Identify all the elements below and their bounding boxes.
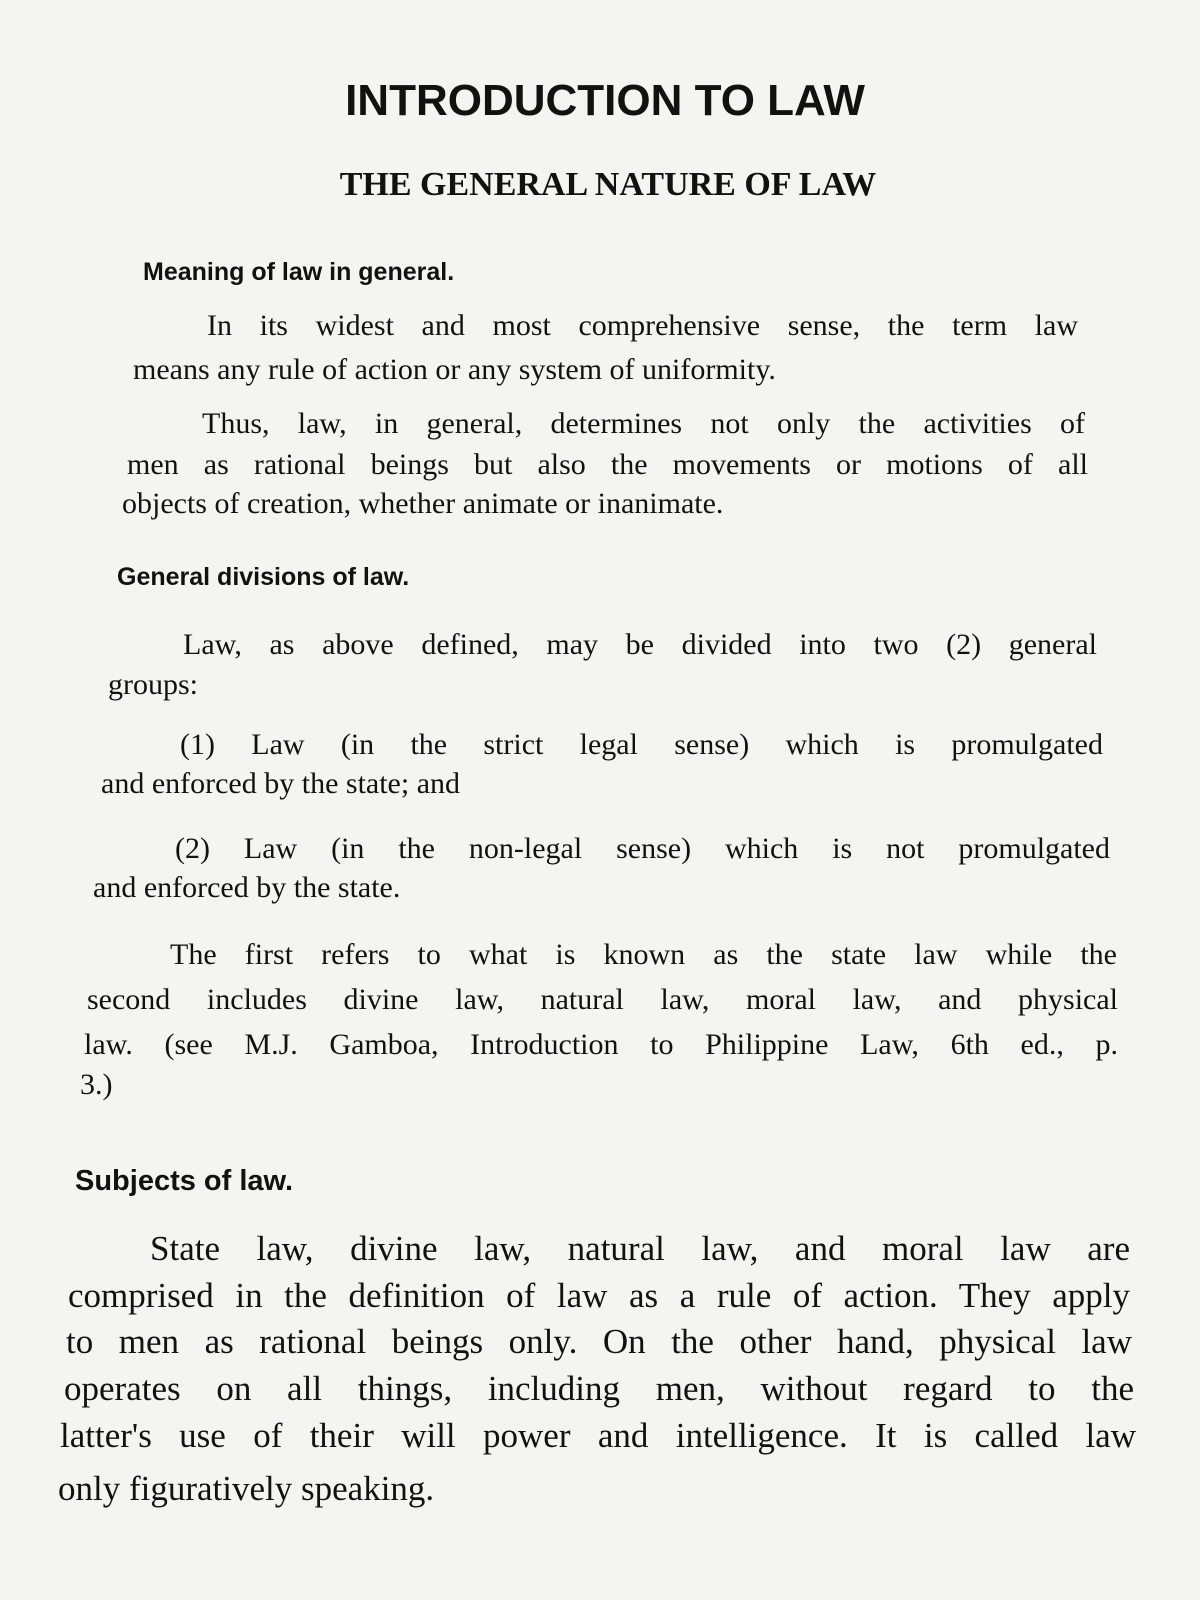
text-line: objects of creation, whether animate or inanimate. (122, 487, 724, 520)
text-line: Thus, law, in general, determines not only the activities of (202, 407, 1085, 440)
section-heading-meaning: Meaning of law in general. (143, 258, 455, 286)
text-line: (1) Law (in the strict legal sense) which is promulgated (180, 728, 1103, 761)
text-line: men as rational beings but also the movements or motions of all (127, 448, 1088, 481)
text-line: means any rule of action or any system of uniformity. (133, 353, 776, 386)
text-line: latter's use of their will power and intelligence. It is called law (60, 1416, 1136, 1455)
text-line: to men as rational beings only. On the other hand, physical law (66, 1322, 1132, 1361)
text-line: The first refers to what is known as the state law while the (170, 938, 1117, 971)
page-title: INTRODUCTION TO LAW (345, 76, 865, 125)
text-line: 3.) (80, 1068, 113, 1101)
text-line: only figuratively speaking. (58, 1469, 435, 1508)
page-subtitle: THE GENERAL NATURE OF LAW (339, 166, 877, 203)
text-line: and enforced by the state. (93, 871, 401, 904)
text-line: (2) Law (in the non-legal sense) which is not promulgated (175, 832, 1110, 865)
text-line: Law, as above defined, may be divided into two (2) general (183, 628, 1097, 661)
text-line: groups: (108, 668, 198, 701)
text-line: second includes divine law, natural law, moral law, and physical (87, 983, 1118, 1016)
text-line: In its widest and most comprehensive sense, the term law (207, 309, 1078, 342)
text-line: State law, divine law, natural law, and moral law are (150, 1229, 1130, 1268)
text-line: law. (see M.J. Gamboa, Introduction to Philippine Law, 6th ed., p. (84, 1028, 1118, 1061)
text-line: operates on all things, including men, without regard to the (64, 1369, 1134, 1408)
text-line: comprised in the definition of law as a rule of action. They apply (68, 1276, 1130, 1315)
section-heading-divisions: General divisions of law. (117, 563, 410, 591)
section-heading-subjects: Subjects of law. (75, 1165, 294, 1197)
text-line: and enforced by the state; and (101, 767, 461, 800)
